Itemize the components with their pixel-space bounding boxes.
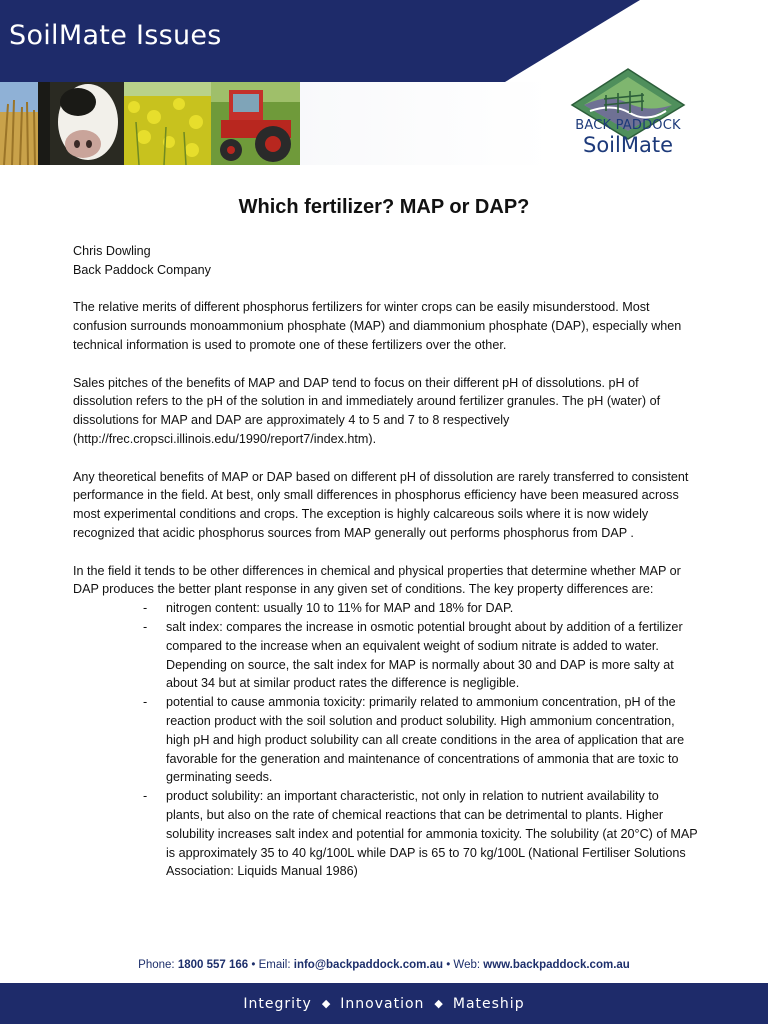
list-item — [73, 787, 698, 881]
bullet-marker: - — [143, 695, 148, 710]
canola-photo — [124, 82, 211, 165]
email-label: • Email: — [248, 959, 294, 971]
list-item — [73, 618, 698, 693]
motto-innovation: Innovation — [340, 995, 425, 1012]
tractor-photo — [211, 82, 300, 165]
list-item-text: salt index: compares the increase in osmotic potential brought about by addition of a fertilizer compared to the increase when an equivalent weight of sodium nitrate is added to water. Depending on source, the salt index for MAP is normally about 30 and DAP is more salty at about 34 but at similar product rates the difference is negligible. — [166, 619, 683, 691]
bullet-marker: - — [143, 601, 148, 616]
author-block — [73, 242, 698, 280]
bullet-marker: - — [143, 619, 148, 634]
paragraph: Any theoretical benefits of MAP or DAP based on different pH of dissolution are rarely transferred to consistent performance in the field. At best, only small differences in phosphorus efficiency have been measured across most experimental conditions and crops. The exception is highly calcareous soils where it is now widely recognized that acidic phosphorus sources from MAP generally out performs phosphorus from DAP . — [73, 469, 689, 540]
list-item — [73, 693, 698, 787]
cow-photo — [38, 82, 124, 165]
brand-title: SoilMate Issues — [9, 20, 222, 51]
paragraph: The relative merits of different phosphorus fertilizers for winter crops can be easily misunderstood. Most confusion surrounds monoammonium phosphate (MAP) and diammonium phosphate (DAP), especially when technical information is used to promote one of these fertilizers over the other. — [73, 300, 682, 352]
paragraph: In the field it tends to be other differences in chemical and physical properties that determine whether MAP or DAP produces the better plant response in any given set of conditions. The key property differences are: — [73, 563, 681, 597]
email-link[interactable]: info@backpaddock.com.au — [293, 959, 443, 971]
paragraph: Sales pitches of the benefits of MAP and DAP tend to focus on their different pH of dissolutions. pH of dissolution refers to the pH of the solution in and immediately around fertilizer granules. The pH (water) of dissolutions for MAP and DAP are approximately 4 to 5 and 7 to 8 respectively (http://frec.cropsci.illinois.edu/1990/report7/index.htm). — [73, 375, 661, 446]
article-body — [73, 242, 698, 881]
web-label: • Web: — [443, 959, 484, 971]
property-differences-list — [73, 599, 698, 881]
phone-label: Phone: — [138, 959, 178, 971]
logo-product-name: SoilMate — [583, 133, 673, 157]
phone-number: 1800 557 166 — [177, 959, 249, 971]
web-link[interactable]: www.backpaddock.com.au — [483, 959, 630, 971]
article-title: Which fertilizer? MAP or DAP? — [238, 196, 530, 218]
list-item-text: nitrogen content: usually 10 to 11% for MAP and 18% for DAP. — [166, 601, 514, 616]
motto-mateship: Mateship — [452, 995, 525, 1012]
contact-line — [0, 959, 768, 971]
diamond-separator-icon: ◆ — [321, 998, 331, 1010]
logo-company-name: BACK PADDOCK — [575, 118, 681, 133]
motto-integrity: Integrity — [243, 995, 312, 1012]
photo-strip — [0, 82, 300, 165]
footer-bar — [0, 983, 768, 1024]
bullet-marker: - — [143, 789, 148, 804]
author-company: Back Paddock Company — [73, 262, 211, 277]
list-item — [73, 599, 698, 618]
list-item-text: potential to cause ammonia toxicity: primarily related to ammonium concentration, pH of the reaction product with the soil solution and product solubility. High ammonium concentration, high pH and high product solubility can all create conditions in the area of application that are favorable for the generation and maintenance of concentrations of ammonia that are toxic to germinating seeds. — [166, 695, 685, 785]
wheat-photo — [0, 82, 38, 165]
list-item-text: product solubility: an important characteristic, not only in relation to nutrient availability to plants, but also on the rate of chemical reactions that can be detrimental to plants. Higher solubility increases salt index and potential for ammonia toxicity. The solubility (at 20°C) of MAP is approximately 35 to 40 kg/100L while DAP is 65 to 70 kg/100L (National Fertiliser Solutions Association: Liquids Manual 1986) — [166, 789, 698, 879]
diamond-separator-icon: ◆ — [434, 998, 443, 1010]
author-name: Chris Dowling — [73, 244, 151, 258]
